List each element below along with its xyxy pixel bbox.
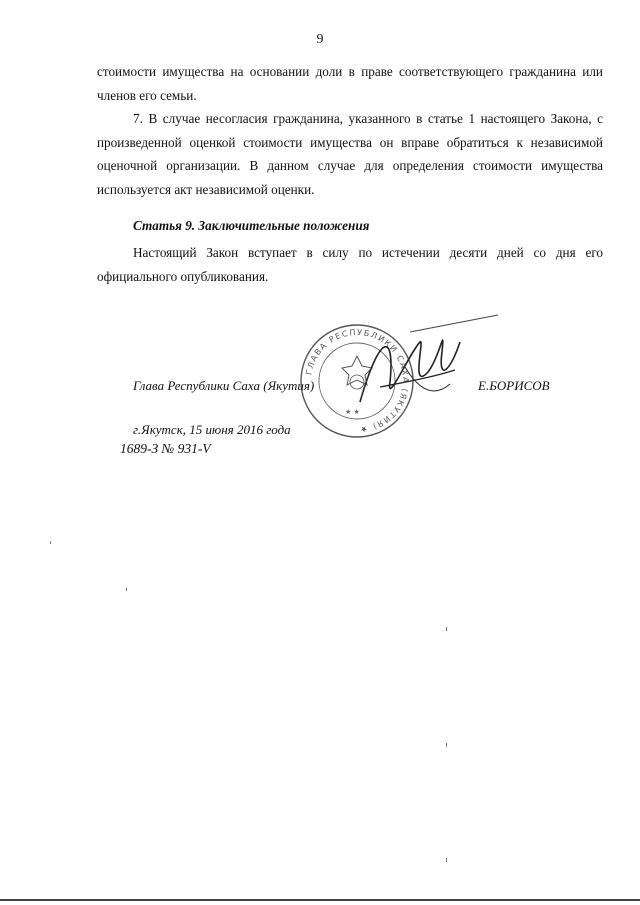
page-number: 9: [316, 32, 324, 47]
place-and-date: г.Якутск, 15 июня 2016 года: [133, 422, 291, 437]
scan-speck: [446, 858, 447, 862]
scan-speck: [446, 627, 447, 631]
svg-text:★ ★: ★ ★: [345, 408, 360, 416]
paragraph-7: 7. В случае несогласия гражданина, указанного в статье 1 настоящего Закона, с произведенной оценкой стоимости имущества он вправе обратиться к независимой оценочной организации. В данном случае для определения стоимости имущества используется акт независимой оценки.: [97, 111, 603, 197]
scan-speck: [50, 541, 51, 544]
svg-text:ГЛАВА РЕСПУБЛИКИ САХА (ЯКУТИЯ): ГЛАВА РЕСПУБЛИКИ САХА (ЯКУТИЯ) ★: [304, 327, 411, 435]
handwritten-signature: [350, 312, 500, 422]
scan-speck: [126, 588, 127, 591]
paragraph-6-end: членов его семьи.: [97, 88, 197, 103]
scan-speck: [446, 743, 447, 747]
scan-bottom-edge: [0, 899, 640, 901]
article-9-heading: Статья 9. Заключительные положения: [133, 218, 370, 233]
registration-number: 1689-З № 931-V: [120, 441, 211, 456]
article-9-text: Настоящий Закон вступает в силу по истечении десяти дней со дня его официального опубликования.: [97, 245, 603, 284]
paragraph-6-continuation: стоимости имущества на основании доли в праве соответствующего гражданина или: [97, 64, 603, 79]
signatory-name: Е.БОРИСОВ: [478, 378, 550, 393]
signatory-title: Глава Республики Саха (Якутия): [133, 378, 315, 393]
